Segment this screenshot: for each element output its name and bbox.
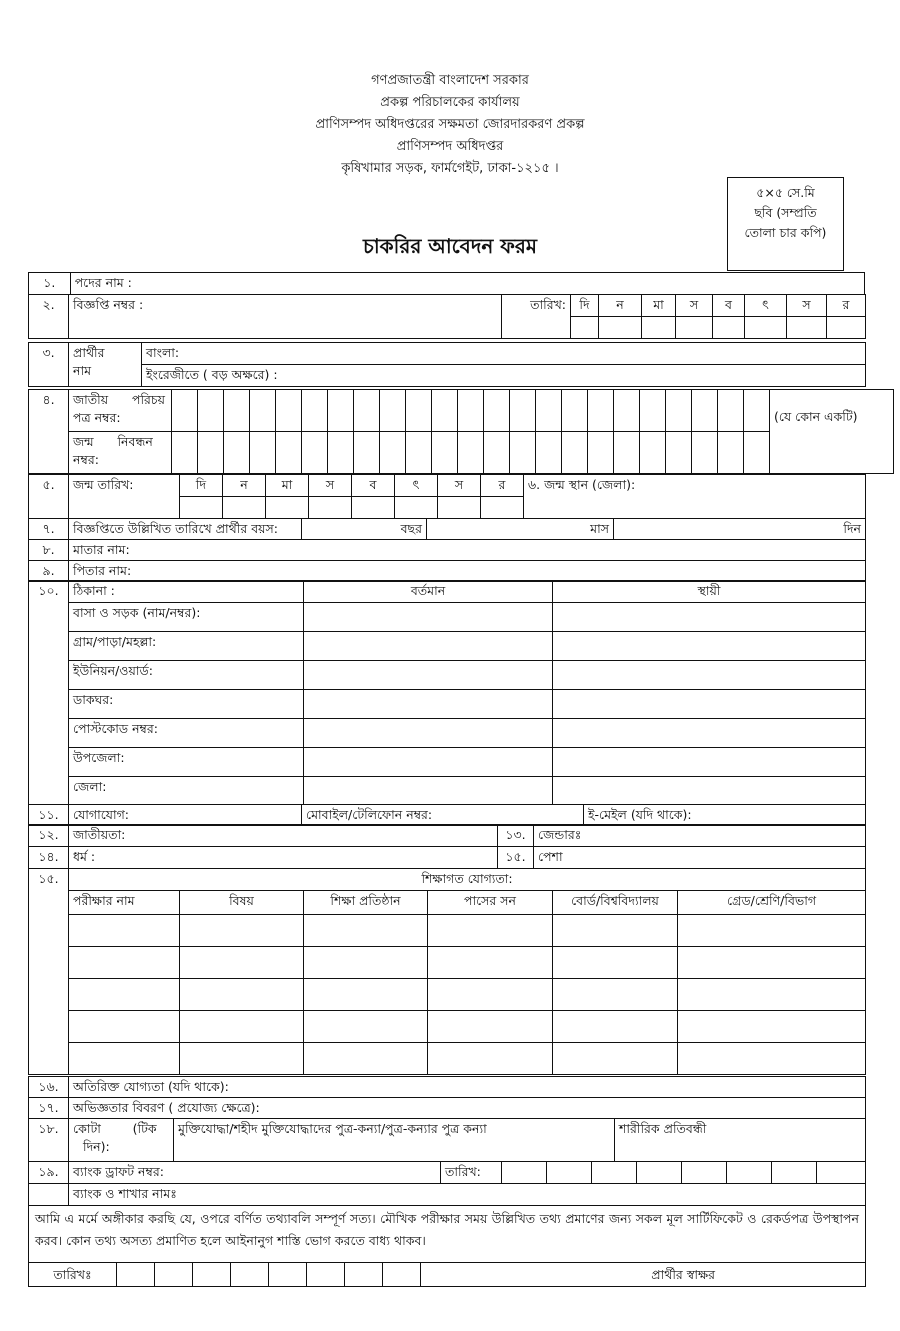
- nid-digit-cell[interactable]: [354, 390, 380, 432]
- edu-cell[interactable]: [304, 1043, 428, 1075]
- age-days-field[interactable]: [614, 519, 866, 540]
- form-table-personal: [28, 272, 865, 295]
- signature-label: প্রার্থীর স্বাক্ষর: [651, 1266, 715, 1282]
- brn-digit-cell[interactable]: [614, 432, 640, 474]
- brn-digit-cell[interactable]: [328, 432, 354, 474]
- nationality-label: জাতীয়তা:: [73, 827, 126, 842]
- present-house-field[interactable]: [304, 603, 553, 632]
- brn-digit-cell[interactable]: [640, 432, 666, 474]
- row19-blank-number: [29, 1184, 69, 1206]
- row9-number: ৯.: [29, 561, 69, 582]
- header-line: প্রকল্প পরিচালকের কার্যালয়: [380, 95, 520, 110]
- brn-label-2: নম্বর:: [73, 452, 99, 467]
- edu-cell[interactable]: [678, 1011, 866, 1043]
- brn-digit-cell[interactable]: [172, 432, 198, 474]
- dob-label: জন্ম তারিখ:: [69, 475, 180, 519]
- row16-number: ১৬.: [29, 1077, 69, 1098]
- nid-digit-cell[interactable]: [510, 390, 536, 432]
- age-years-label: বছর: [400, 521, 422, 536]
- nationality-field[interactable]: [69, 825, 498, 847]
- date-letter: ৎ: [395, 475, 438, 497]
- date-letter: স: [309, 475, 352, 497]
- date-letter: ৎ: [745, 295, 787, 317]
- present-village-field[interactable]: [304, 632, 553, 661]
- brn-digit-cell[interactable]: [536, 432, 562, 474]
- edu-col-institution: শিক্ষা প্রতিষ্ঠান: [304, 891, 428, 915]
- edu-col-year: পাসের সন: [428, 891, 553, 915]
- form-title: চাকরির আবেদন ফরম: [363, 234, 537, 258]
- edu-cell[interactable]: [678, 915, 866, 947]
- brn-digit-cell[interactable]: [562, 432, 588, 474]
- age-label: বিজ্ঞপ্তিতে উল্লিখিত তারিখে প্রার্থীর বয়স:: [69, 519, 302, 540]
- draft-date-cell[interactable]: [547, 1162, 592, 1184]
- nid-digit-cell[interactable]: [536, 390, 562, 432]
- gender-label: জেন্ডারঃ: [538, 827, 582, 842]
- dob-cell[interactable]: [352, 497, 395, 519]
- circular-number-label: বিজ্ঞপ্তি নম্বর :: [73, 297, 144, 312]
- name-bangla-label: বাংলা:: [146, 345, 180, 360]
- edu-cell[interactable]: [69, 947, 180, 979]
- permanent-village-field[interactable]: [553, 632, 866, 661]
- signature-field[interactable]: [421, 1263, 866, 1287]
- footer-date-cell[interactable]: [155, 1263, 193, 1287]
- age-months-field[interactable]: [427, 519, 614, 540]
- form-table-quota: [28, 1118, 866, 1162]
- form-table-name: [28, 342, 866, 387]
- row2-number: ২.: [29, 295, 69, 339]
- date-letter: ব: [352, 475, 395, 497]
- nid-label: [69, 390, 172, 432]
- office-header: [0, 70, 900, 180]
- date-cell[interactable]: [676, 317, 713, 339]
- form-table-age: [28, 518, 866, 582]
- edu-cell[interactable]: [69, 1011, 180, 1043]
- address-label: ঠিকানা :: [69, 581, 304, 603]
- nid-digit-cell[interactable]: [458, 390, 484, 432]
- brn-label-1: জন্ম নিবন্ধন: [73, 434, 153, 449]
- brn-digit-cell[interactable]: [692, 432, 718, 474]
- date-cell[interactable]: [827, 317, 866, 339]
- address-field-label: গ্রাম/পাড়া/মহল্লা:: [69, 632, 304, 661]
- row8-number: ৮.: [29, 540, 69, 561]
- present-postoffice-field[interactable]: [304, 690, 553, 719]
- header-line: প্রাণিসম্পদ অধিদপ্তরের সক্ষমতা জোরদারকরণ প্রকল্প: [315, 117, 585, 132]
- photo-note: ছবি (সম্প্রতি: [754, 205, 817, 220]
- draft-date-cell[interactable]: [682, 1162, 727, 1184]
- dob-cell[interactable]: [266, 497, 309, 519]
- row10-number: ১০.: [29, 581, 69, 805]
- bank-draft-number-label: ব্যাংক ড্রাফট নম্বর:: [73, 1164, 164, 1179]
- mother-name-field[interactable]: [69, 540, 866, 561]
- experience-label: অভিজ্ঞতার বিবরণ ( প্রযোজ্য ক্ষেত্রে):: [73, 1100, 260, 1115]
- bank-branch-label: ব্যাংক ও শাখার নামঃ: [73, 1186, 177, 1201]
- form-table-dob: [28, 474, 866, 519]
- nid-digit-cell[interactable]: [198, 390, 224, 432]
- additional-qualification-field[interactable]: [69, 1077, 866, 1098]
- edu-col-subject: বিষয়: [180, 891, 304, 915]
- email-label: ই-মেইল (যদি থাকে):: [588, 807, 692, 822]
- education-header: শিক্ষাগত যোগ্যতা:: [69, 869, 866, 891]
- brn-digit-cell[interactable]: [666, 432, 692, 474]
- present-union-field[interactable]: [304, 661, 553, 690]
- disabled-quota-label: শারীরিক প্রতিবন্ধী: [619, 1121, 707, 1136]
- disabled-quota-option[interactable]: [615, 1119, 866, 1162]
- brn-digit-cell[interactable]: [250, 432, 276, 474]
- occupation-field[interactable]: [534, 847, 866, 869]
- header-line: গণপ্রজাতন্ত্রী বাংলাদেশ সরকার: [371, 73, 529, 88]
- edu-cell[interactable]: [69, 915, 180, 947]
- date-letter: র: [481, 475, 524, 497]
- father-name-label: পিতার নাম:: [73, 563, 132, 578]
- address-field-label: ডাকঘর:: [69, 690, 304, 719]
- bank-draft-number-field[interactable]: [69, 1162, 441, 1184]
- nid-digit-cell[interactable]: [692, 390, 718, 432]
- edu-cell[interactable]: [553, 915, 678, 947]
- nid-digit-cell[interactable]: [276, 390, 302, 432]
- dob-cell[interactable]: [309, 497, 352, 519]
- edu-cell[interactable]: [180, 915, 304, 947]
- edu-cell[interactable]: [180, 1043, 304, 1075]
- brn-digit-cell[interactable]: [406, 432, 432, 474]
- address-field-label: বাসা ও সড়ক (নাম/নম্বর):: [69, 603, 304, 632]
- dob-cell[interactable]: [438, 497, 481, 519]
- row1-number: ১.: [29, 273, 71, 295]
- bank-branch-field[interactable]: [69, 1184, 866, 1206]
- draft-date-cell[interactable]: [592, 1162, 637, 1184]
- row18-number: ১৮.: [29, 1119, 69, 1162]
- date-letter: স: [438, 475, 481, 497]
- nid-digit-cell[interactable]: [302, 390, 328, 432]
- circular-date-label: তারিখ:: [502, 295, 571, 339]
- mobile-field[interactable]: [302, 805, 584, 826]
- any-one-note: (যে কোন একটি): [770, 390, 894, 474]
- applicant-label-2: নাম: [73, 363, 92, 378]
- edu-cell[interactable]: [304, 979, 428, 1011]
- draft-date-cell[interactable]: [772, 1162, 817, 1184]
- occupation-label: পেশা: [538, 849, 563, 864]
- present-upazila-field[interactable]: [304, 748, 553, 777]
- freedom-fighter-quota-option[interactable]: [174, 1119, 615, 1162]
- footer-date-cell[interactable]: [117, 1263, 155, 1287]
- permanent-address-header: স্থায়ী: [553, 581, 866, 603]
- dob-cell[interactable]: [223, 497, 266, 519]
- nid-digit-cell[interactable]: [614, 390, 640, 432]
- form-table-footer: [28, 1262, 866, 1287]
- edu-cell[interactable]: [428, 979, 553, 1011]
- edu-cell[interactable]: [678, 1043, 866, 1075]
- father-name-field[interactable]: [69, 561, 866, 582]
- brn-digit-cell[interactable]: [354, 432, 380, 474]
- date-letter: ব: [713, 295, 745, 317]
- dob-cell[interactable]: [395, 497, 438, 519]
- date-letter: ন: [223, 475, 266, 497]
- religion-field[interactable]: [69, 847, 498, 869]
- brn-digit-cell[interactable]: [484, 432, 510, 474]
- mobile-label: মোবাইল/টেলিফোন নম্বর:: [306, 807, 433, 822]
- date-letter: ন: [599, 295, 642, 317]
- address-field-label: জেলা:: [69, 777, 304, 805]
- date-letter: দি: [571, 295, 599, 317]
- permanent-district-field[interactable]: [553, 777, 866, 805]
- nid-label-1: জাতীয় পরিচয়: [73, 392, 166, 407]
- name-english-label: ইংরেজীতে ( বড় অক্ষরে) :: [146, 367, 278, 382]
- draft-date-cell[interactable]: [817, 1162, 866, 1184]
- form-table-declaration: [28, 1205, 866, 1263]
- form-table-education: [28, 868, 866, 1075]
- present-address-header: বর্তমান: [304, 581, 553, 603]
- edu-cell[interactable]: [304, 947, 428, 979]
- permanent-union-field[interactable]: [553, 661, 866, 690]
- row17-number: ১৭.: [29, 1098, 69, 1119]
- row14-number: ১৪.: [29, 847, 69, 869]
- edu-cell[interactable]: [304, 1011, 428, 1043]
- row4-number: ৪.: [29, 390, 69, 474]
- religion-label: ধর্ম :: [73, 849, 96, 864]
- edu-cell[interactable]: [69, 1043, 180, 1075]
- quota-label: [69, 1119, 174, 1162]
- name-english-field[interactable]: [142, 365, 866, 387]
- edu-cell[interactable]: [428, 915, 553, 947]
- quota-label-2: দিন):: [83, 1139, 110, 1154]
- edu-cell[interactable]: [428, 1043, 553, 1075]
- footer-date-label: তারিখঃ: [29, 1263, 117, 1287]
- photo-note-2: তোলা চার কপি): [744, 225, 827, 240]
- draft-date-cell[interactable]: [727, 1162, 772, 1184]
- date-cell[interactable]: [571, 317, 599, 339]
- row5-number: ৫.: [29, 475, 69, 519]
- date-letter: র: [827, 295, 866, 317]
- edu-cell[interactable]: [553, 979, 678, 1011]
- nid-digit-cell[interactable]: [666, 390, 692, 432]
- date-cell[interactable]: [713, 317, 745, 339]
- age-days-label: দিন: [843, 521, 861, 536]
- circular-number-field[interactable]: [69, 295, 502, 339]
- edu-cell[interactable]: [678, 947, 866, 979]
- gender-field[interactable]: [534, 825, 866, 847]
- row15-number: ১৫.: [29, 869, 69, 1075]
- nid-digit-cell[interactable]: [588, 390, 614, 432]
- declaration-text: আমি এ মর্মে অঙ্গীকার করছি যে, ওপরে বর্ণিত তথ্যাবলি সম্পূর্ণ সত্য। মৌখিক পরীক্ষার সময় উল্লিখিত তথ্য প্রমাণের জন্য সকল মূল সার্টিফিকেট ও রেকর্ডপত্র উপস্থাপন করব। কোন তথ্য অসত্য প্রমাণিত হলে আইনানুগ শাস্তি ভোগ করতে বাধ্য থাকব।: [29, 1206, 866, 1263]
- date-letter: মা: [642, 295, 676, 317]
- date-cell[interactable]: [642, 317, 676, 339]
- footer-date-cell[interactable]: [269, 1263, 307, 1287]
- brn-digit-cell[interactable]: [718, 432, 744, 474]
- nid-digit-cell[interactable]: [328, 390, 354, 432]
- edu-cell[interactable]: [428, 947, 553, 979]
- freedom-fighter-quota-label: মুক্তিযোদ্ধা/শহীদ মুক্তিযোদ্ধাদের পুত্র-কন্যা/পুত্র-কন্যার পুত্র কন্যা: [178, 1121, 487, 1136]
- nid-digit-cell[interactable]: [406, 390, 432, 432]
- brn-digit-cell[interactable]: [432, 432, 458, 474]
- email-field[interactable]: [584, 805, 866, 826]
- nid-digit-cell[interactable]: [380, 390, 406, 432]
- row7-number: ৭.: [29, 519, 69, 540]
- mother-name-label: মাতার নাম:: [73, 542, 130, 557]
- post-name-label: পদের নাম :: [74, 275, 132, 290]
- edu-cell[interactable]: [304, 915, 428, 947]
- dob-cell[interactable]: [180, 497, 223, 519]
- brn-digit-cell[interactable]: [276, 432, 302, 474]
- edu-cell[interactable]: [553, 947, 678, 979]
- form-table-contact: [28, 804, 866, 826]
- nid-digit-cell[interactable]: [640, 390, 666, 432]
- edu-cell[interactable]: [553, 1011, 678, 1043]
- draft-date-label: তারিখ:: [441, 1162, 502, 1184]
- address-field-label: উপজেলা:: [69, 748, 304, 777]
- permanent-postoffice-field[interactable]: [553, 690, 866, 719]
- nid-digit-cell[interactable]: [744, 390, 770, 432]
- experience-field[interactable]: [69, 1098, 866, 1119]
- row11-number: ১১.: [29, 805, 69, 826]
- contact-label: যোগাযোগ:: [69, 805, 302, 826]
- name-bangla-field[interactable]: [142, 343, 866, 365]
- nid-digit-cell[interactable]: [172, 390, 198, 432]
- form-table-nid: [28, 389, 894, 474]
- birthplace-field[interactable]: [524, 475, 866, 519]
- row13-number: ১৩.: [498, 825, 534, 847]
- permanent-house-field[interactable]: [553, 603, 866, 632]
- form-table-address: [28, 580, 866, 805]
- edu-cell[interactable]: [428, 1011, 553, 1043]
- permanent-postcode-field[interactable]: [553, 719, 866, 748]
- additional-qualification-label: অতিরিক্ত যোগ্যতা (যদি থাকে):: [73, 1079, 229, 1094]
- present-postcode-field[interactable]: [304, 719, 553, 748]
- header-line: কৃষিখামার সড়ক, ফার্মগেইট, ঢাকা-১২১৫ ।: [341, 161, 559, 176]
- date-letter: দি: [180, 475, 223, 497]
- address-field-label: ইউনিয়ন/ওয়ার্ড:: [69, 661, 304, 690]
- footer-date-cell[interactable]: [231, 1263, 269, 1287]
- draft-date-cell[interactable]: [502, 1162, 547, 1184]
- dob-cell[interactable]: [481, 497, 524, 519]
- brn-digit-cell[interactable]: [510, 432, 536, 474]
- edu-cell[interactable]: [180, 979, 304, 1011]
- form-table-circular: [28, 294, 866, 339]
- edu-cell[interactable]: [180, 947, 304, 979]
- row3-number: ৩.: [29, 343, 69, 387]
- edu-cell[interactable]: [553, 1043, 678, 1075]
- form-table-extra: [28, 1076, 866, 1119]
- footer-date-cell[interactable]: [383, 1263, 421, 1287]
- form-table-nationality: [28, 824, 866, 869]
- edu-col-exam: পরীক্ষার নাম: [69, 891, 180, 915]
- date-cell[interactable]: [787, 317, 827, 339]
- nid-digit-cell[interactable]: [484, 390, 510, 432]
- quota-label-1: কোটা (টিক: [73, 1121, 157, 1136]
- row15a-number: ১৫.: [498, 847, 534, 869]
- brn-digit-cell[interactable]: [588, 432, 614, 474]
- post-name-field[interactable]: [70, 273, 864, 295]
- footer-date-cell[interactable]: [193, 1263, 231, 1287]
- form-table-bank: [28, 1161, 866, 1206]
- present-district-field[interactable]: [304, 777, 553, 805]
- brn-digit-cell[interactable]: [224, 432, 250, 474]
- nid-digit-cell[interactable]: [432, 390, 458, 432]
- birth-reg-label: [69, 432, 172, 474]
- date-letter: স: [787, 295, 827, 317]
- nid-digit-cell[interactable]: [562, 390, 588, 432]
- edu-cell[interactable]: [678, 979, 866, 1011]
- nid-digit-cell[interactable]: [224, 390, 250, 432]
- edu-cell[interactable]: [180, 1011, 304, 1043]
- applicant-label-1: প্রার্থীর: [73, 345, 105, 360]
- nid-label-2: পত্র নম্বর:: [73, 410, 121, 425]
- brn-digit-cell[interactable]: [458, 432, 484, 474]
- edu-col-grade: গ্রেড/শ্রেণি/বিভাগ: [678, 891, 866, 915]
- row12-number: ১২.: [29, 825, 69, 847]
- date-letter: মা: [266, 475, 309, 497]
- date-cell[interactable]: [599, 317, 642, 339]
- nid-digit-cell[interactable]: [250, 390, 276, 432]
- brn-digit-cell[interactable]: [302, 432, 328, 474]
- brn-digit-cell[interactable]: [198, 432, 224, 474]
- row19-number: ১৯.: [29, 1162, 69, 1184]
- brn-digit-cell[interactable]: [744, 432, 770, 474]
- footer-date-cell[interactable]: [345, 1263, 383, 1287]
- age-years-field[interactable]: [302, 519, 427, 540]
- edu-col-board: বোর্ড/বিশ্ববিদ্যালয়: [553, 891, 678, 915]
- applicant-name-label: [69, 343, 142, 387]
- age-months-label: মাস: [590, 521, 609, 536]
- header-line: প্রাণিসম্পদ অধিদপ্তর: [396, 139, 504, 154]
- address-field-label: পোস্টকোড নম্বর:: [69, 719, 304, 748]
- birthplace-label: ৬. জন্ম স্থান (জেলা):: [528, 477, 636, 492]
- date-cell[interactable]: [745, 317, 787, 339]
- edu-cell[interactable]: [69, 979, 180, 1011]
- photo-size: ৫×৫ সে.মি: [756, 185, 815, 200]
- permanent-upazila-field[interactable]: [553, 748, 866, 777]
- draft-date-cell[interactable]: [637, 1162, 682, 1184]
- footer-date-cell[interactable]: [307, 1263, 345, 1287]
- brn-digit-cell[interactable]: [380, 432, 406, 474]
- nid-digit-cell[interactable]: [718, 390, 744, 432]
- date-letter: স: [676, 295, 713, 317]
